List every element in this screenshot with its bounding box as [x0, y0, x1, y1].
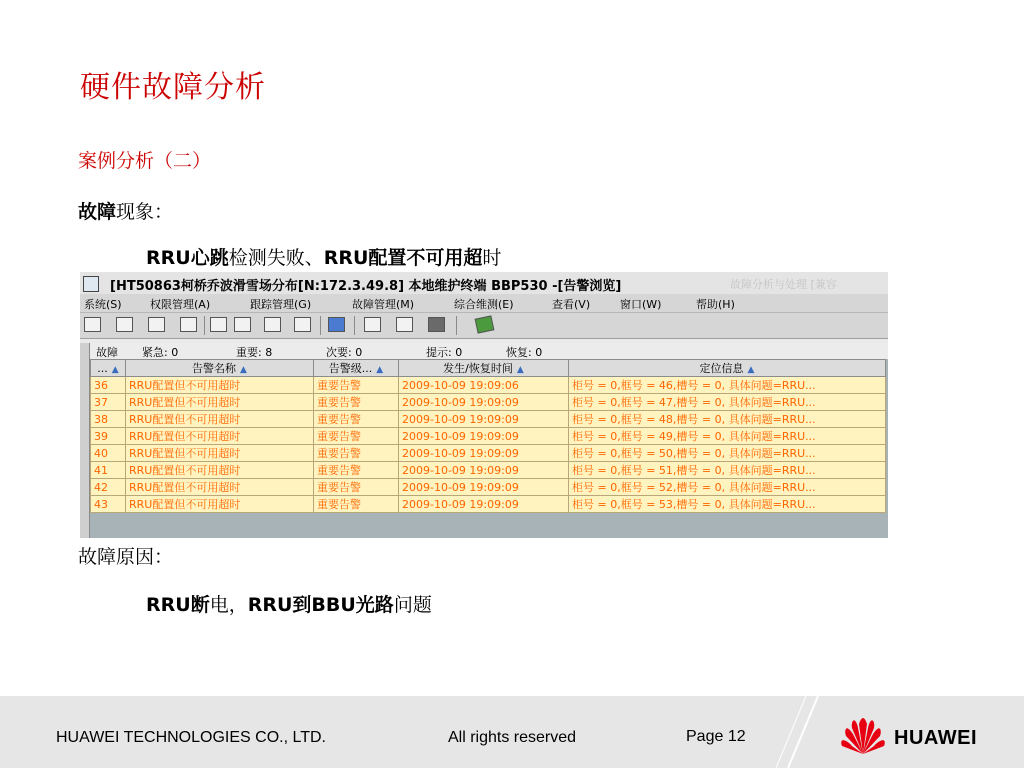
- symptom-text-part: 检测失败、: [228, 247, 324, 269]
- table-header: [91, 360, 886, 377]
- book-icon[interactable]: [475, 315, 495, 333]
- menu-trace[interactable]: 跟踪管理(G): [250, 298, 312, 311]
- table-row[interactable]: 39 RRU配置但不可用超时 重要告警 2009-10-09 19:09:09 柜号 = 0,框号 = 49,槽号 = 0, 具体问题=RRU...: [91, 428, 886, 445]
- huawei-logo-text: HUAWEI: [894, 727, 977, 749]
- table-row[interactable]: 40 RRU配置但不可用超时 重要告警 2009-10-09 19:09:09 柜号 = 0,框号 = 50,槽号 = 0, 具体问题=RRU...: [91, 445, 886, 462]
- table-icon[interactable]: [264, 317, 281, 332]
- menu-fault[interactable]: 故障管理(M): [352, 298, 415, 311]
- symptom-text-part: 时: [482, 247, 502, 269]
- cause-text-part: RRU到BBU光路: [247, 594, 394, 616]
- slide-title: 硬件故障分析: [80, 70, 266, 105]
- col-header-name[interactable]: 告警名称 ▲: [126, 360, 314, 377]
- col-header-time[interactable]: 发生/恢复时间 ▲: [399, 360, 569, 377]
- col-header-id[interactable]: ... ▲: [91, 360, 126, 377]
- symptom-text: [146, 243, 501, 270]
- menu-help[interactable]: 帮助(H): [696, 298, 735, 311]
- status-minor: 次要: 0: [326, 346, 363, 359]
- status-recover: 恢复: 0: [506, 346, 543, 359]
- menu-system[interactable]: 系统(S): [84, 298, 122, 311]
- status-urgent: 紧急: 0: [142, 346, 179, 359]
- config-icon[interactable]: [210, 317, 227, 332]
- alarm-browser-screenshot: [80, 272, 888, 538]
- menu-view[interactable]: 查看(V): [552, 298, 591, 311]
- window-titlebar: [80, 272, 888, 294]
- alarm-status-bar: [90, 343, 888, 359]
- cause-text: [146, 590, 432, 617]
- table-row[interactable]: 41 RRU配置但不可用超时 重要告警 2009-10-09 19:09:09 柜号 = 0,框号 = 51,槽号 = 0, 具体问题=RRU...: [91, 462, 886, 479]
- status-hint: 提示: 0: [426, 346, 463, 359]
- symptom-text-part: RRU心跳: [146, 247, 229, 269]
- table-row[interactable]: 42 RRU配置但不可用超时 重要告警 2009-10-09 19:09:09 柜号 = 0,框号 = 52,槽号 = 0, 具体问题=RRU...: [91, 479, 886, 496]
- footer-company: HUAWEI TECHNOLOGIES CO., LTD.: [56, 729, 326, 746]
- cause-text-part: 电，: [209, 594, 248, 616]
- cause-label: 故障原因：: [78, 546, 174, 568]
- footer-rights: All rights reserved: [448, 729, 577, 746]
- table-row[interactable]: 37 RRU配置但不可用超时 重要告警 2009-10-09 19:09:09 柜号 = 0,框号 = 47,槽号 = 0, 具体问题=RRU...: [91, 394, 886, 411]
- print-icon[interactable]: [428, 317, 445, 332]
- menu-rights[interactable]: 权限管理(A): [150, 298, 211, 311]
- search-icon[interactable]: [396, 317, 413, 332]
- col-header-level[interactable]: 告警级... ▲: [314, 360, 399, 377]
- table-row[interactable]: 36 RRU配置但不可用超时 重要告警 2009-10-09 19:09:06 柜号 = 0,框号 = 46,槽号 = 0, 具体问题=RRU...: [91, 377, 886, 394]
- menu-maint[interactable]: 综合维测(E): [454, 298, 514, 311]
- refresh-icon[interactable]: [328, 317, 345, 332]
- huawei-logo-icon: [838, 716, 888, 756]
- symptom-text-part: RRU配置不可用超: [323, 247, 483, 269]
- symptom-label: [78, 197, 173, 224]
- connect-icon[interactable]: [84, 317, 101, 332]
- footer-page: Page 12: [686, 728, 746, 745]
- grid-icon[interactable]: [294, 317, 311, 332]
- disconnect-icon[interactable]: [116, 317, 133, 332]
- toolbar: [80, 313, 888, 339]
- app-icon: [83, 276, 99, 292]
- table-row[interactable]: 43 RRU配置但不可用超时 重要告警 2009-10-09 19:09:09 柜号 = 0,框号 = 53,槽号 = 0, 具体问题=RRU...: [91, 496, 886, 513]
- col-header-location[interactable]: 定位信息 ▲: [569, 360, 886, 377]
- menu-window[interactable]: 窗口(W): [620, 298, 662, 311]
- left-panel-edge: [80, 343, 90, 538]
- list-icon[interactable]: [234, 317, 251, 332]
- alarm-table: [90, 359, 886, 513]
- save-icon[interactable]: [180, 317, 197, 332]
- lock-icon[interactable]: [148, 317, 165, 332]
- table-row[interactable]: 38 RRU配置但不可用超时 重要告警 2009-10-09 19:09:09 柜号 = 0,框号 = 48,槽号 = 0, 具体问题=RRU...: [91, 411, 886, 428]
- cause-text-part: 问题: [393, 594, 432, 616]
- case-heading: 案例分析（二）: [78, 150, 212, 172]
- window-title-ghost: 故障分析与处理 [兼容: [730, 278, 837, 291]
- symptom-label-rest: 现象：: [116, 201, 174, 223]
- status-important: 重要: 8: [236, 346, 273, 359]
- symptom-label-bold: 故障: [78, 201, 117, 223]
- status-fault: 故障: [96, 346, 118, 359]
- window-title: [HT50863柯桥乔波滑雪场分布[N:172.3.49.8] 本地维护终端 BBP530 -[告警浏览]: [110, 279, 622, 294]
- menu-bar: [80, 294, 888, 313]
- cause-text-part: RRU断: [146, 594, 210, 616]
- document-icon[interactable]: [364, 317, 381, 332]
